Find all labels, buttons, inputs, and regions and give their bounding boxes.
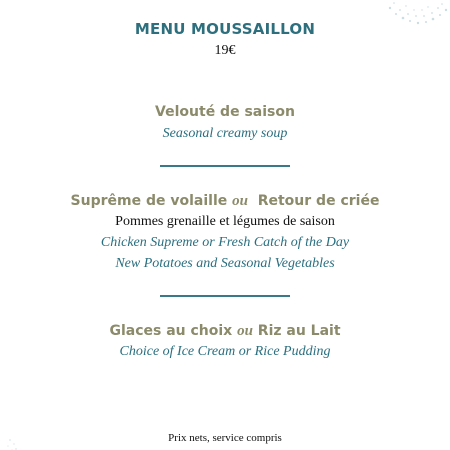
section-divider: [160, 295, 290, 297]
menu-price: 19€: [214, 43, 236, 58]
course-2-english-line-2: New Potatoes and Seasonal Vegetables: [115, 256, 335, 271]
course-3-or-word: ou: [237, 323, 253, 339]
course-3-french: [0, 323, 450, 340]
course-1-french: Velouté de saison: [155, 104, 295, 120]
course-1-english: Seasonal creamy soup: [162, 126, 288, 141]
menu-title: MENU MOUSSAILLON: [134, 20, 316, 38]
course-2-french: [0, 193, 450, 210]
course-3-option-2: Riz au Lait: [257, 323, 341, 339]
course-2-english-line-1: Chicken Supreme or Fresh Catch of the Day: [100, 235, 350, 250]
footer-note: Prix nets, service compris: [168, 432, 282, 444]
course-2-option-2: Retour de criée: [257, 193, 380, 209]
course-2-or-word: ou: [232, 193, 248, 209]
course-2-option-1: Suprême de volaille: [70, 193, 228, 209]
course-3-english: Choice of Ice Cream or Rice Pudding: [119, 344, 331, 359]
section-divider: [160, 165, 290, 167]
course-3-option-1: Glaces au choix: [109, 323, 233, 339]
course-2-side: Pommes grenaille et légumes de saison: [115, 214, 335, 229]
